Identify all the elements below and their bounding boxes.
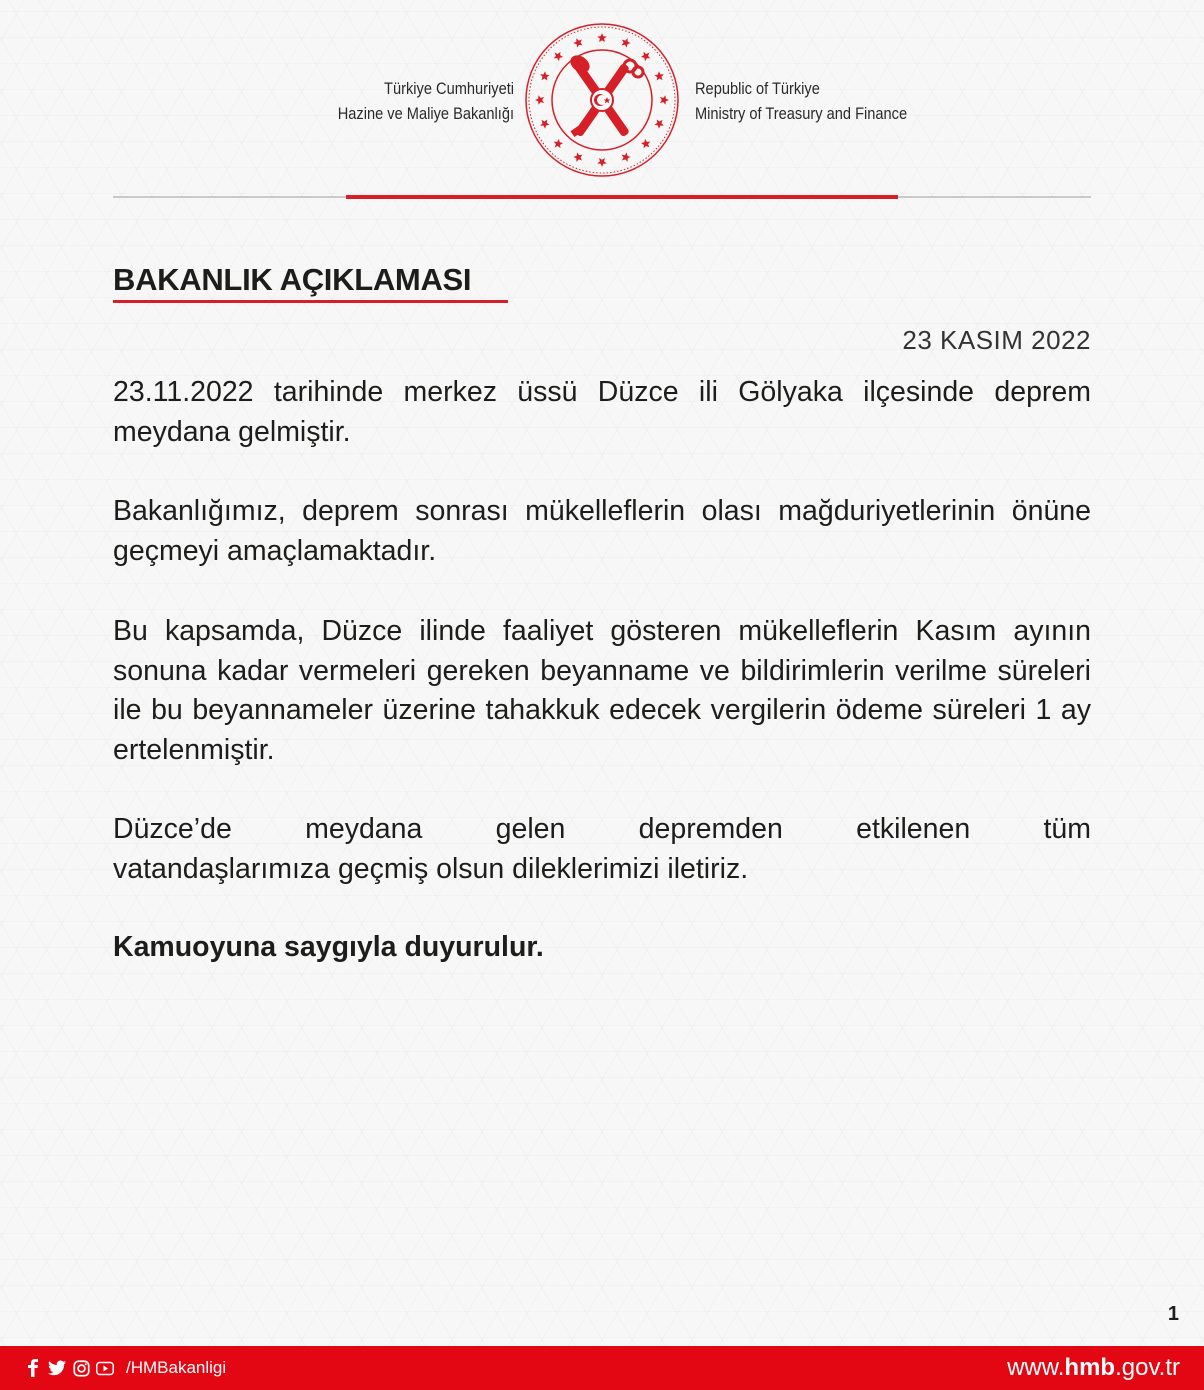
emblem-star [597, 158, 607, 167]
emblem-star [641, 52, 650, 61]
header-turkish-name [338, 76, 514, 126]
title-underline [113, 300, 508, 303]
document-date: 23 KASIM 2022 [902, 325, 1091, 355]
emblem-star [554, 139, 563, 148]
social-handle[interactable]: /HMBakanligi [126, 1358, 227, 1377]
twitter-icon[interactable] [48, 1359, 66, 1377]
ministry-emblem-icon [522, 20, 682, 180]
youtube-icon[interactable] [96, 1359, 114, 1377]
emblem-star [573, 152, 582, 161]
emblem-star [535, 95, 544, 105]
social-links [24, 1357, 226, 1379]
header-left-line1: Türkiye Cumhuriyeti [384, 79, 514, 98]
footer-bar [0, 1346, 1204, 1390]
emblem-star [621, 38, 630, 47]
emblem-star [554, 52, 563, 61]
closing-statement: Kamuoyuna saygıyla duyurulur. [113, 931, 544, 963]
emblem-star [660, 95, 669, 105]
emblem-star [573, 38, 582, 47]
emblem-star [654, 71, 663, 80]
emblem-star [597, 33, 607, 42]
paragraph-4-line-2: vatandaşlarımıza geçmiş olsun dileklerimizi iletiriz. [113, 852, 749, 885]
facebook-icon[interactable] [24, 1359, 42, 1377]
page-number: 1 [1167, 1303, 1179, 1325]
paragraph-3: Bu kapsamda, Düzce ilinde faaliyet gösteren mükelleflerin Kasım ayının sonuna kadar vermeleri gereken beyanname ve bildirimlerin verilme süreleri ile bu beyannameler üzerine tahakkuk edecek vergilerin ödeme süreleri 1 ay ertelenmiştir. [113, 615, 1091, 766]
emblem-star [540, 119, 549, 128]
header-left-line2: Hazine ve Maliye Bakanlığı [337, 104, 514, 123]
website-suffix: .gov.tr [1115, 1354, 1180, 1381]
emblem-star [641, 139, 650, 148]
paragraph-2: Bakanlığımız, deprem sonrası mükelleflerin olası mağduriyetlerinin önüne geçmeyi amaçlamaktadır. [113, 495, 1091, 567]
header-right-line2: Ministry of Treasury and Finance [695, 104, 908, 123]
paragraph-1: 23.11.2022 tarihinde merkez üssü Düzce ili Gölyaka ilçesinde deprem meydana gelmiştir. [113, 376, 1091, 448]
website-prefix: www. [1007, 1354, 1065, 1381]
emblem-star [621, 152, 630, 161]
website-link[interactable] [1007, 1354, 1180, 1382]
document-title: BAKANLIK AÇIKLAMASI [113, 262, 472, 297]
header-english-name [695, 76, 907, 126]
header-right-line1: Republic of Türkiye [695, 79, 820, 98]
header-divider-red [346, 195, 898, 199]
emblem-star [654, 119, 663, 128]
instagram-icon[interactable] [72, 1359, 90, 1377]
paragraph-4-line-1: Düzce’de meydana gelen depremden etkilenen tüm [113, 813, 1091, 845]
emblem-star [540, 71, 549, 80]
website-domain: hmb [1064, 1354, 1116, 1381]
paragraph-4 [113, 810, 1091, 889]
